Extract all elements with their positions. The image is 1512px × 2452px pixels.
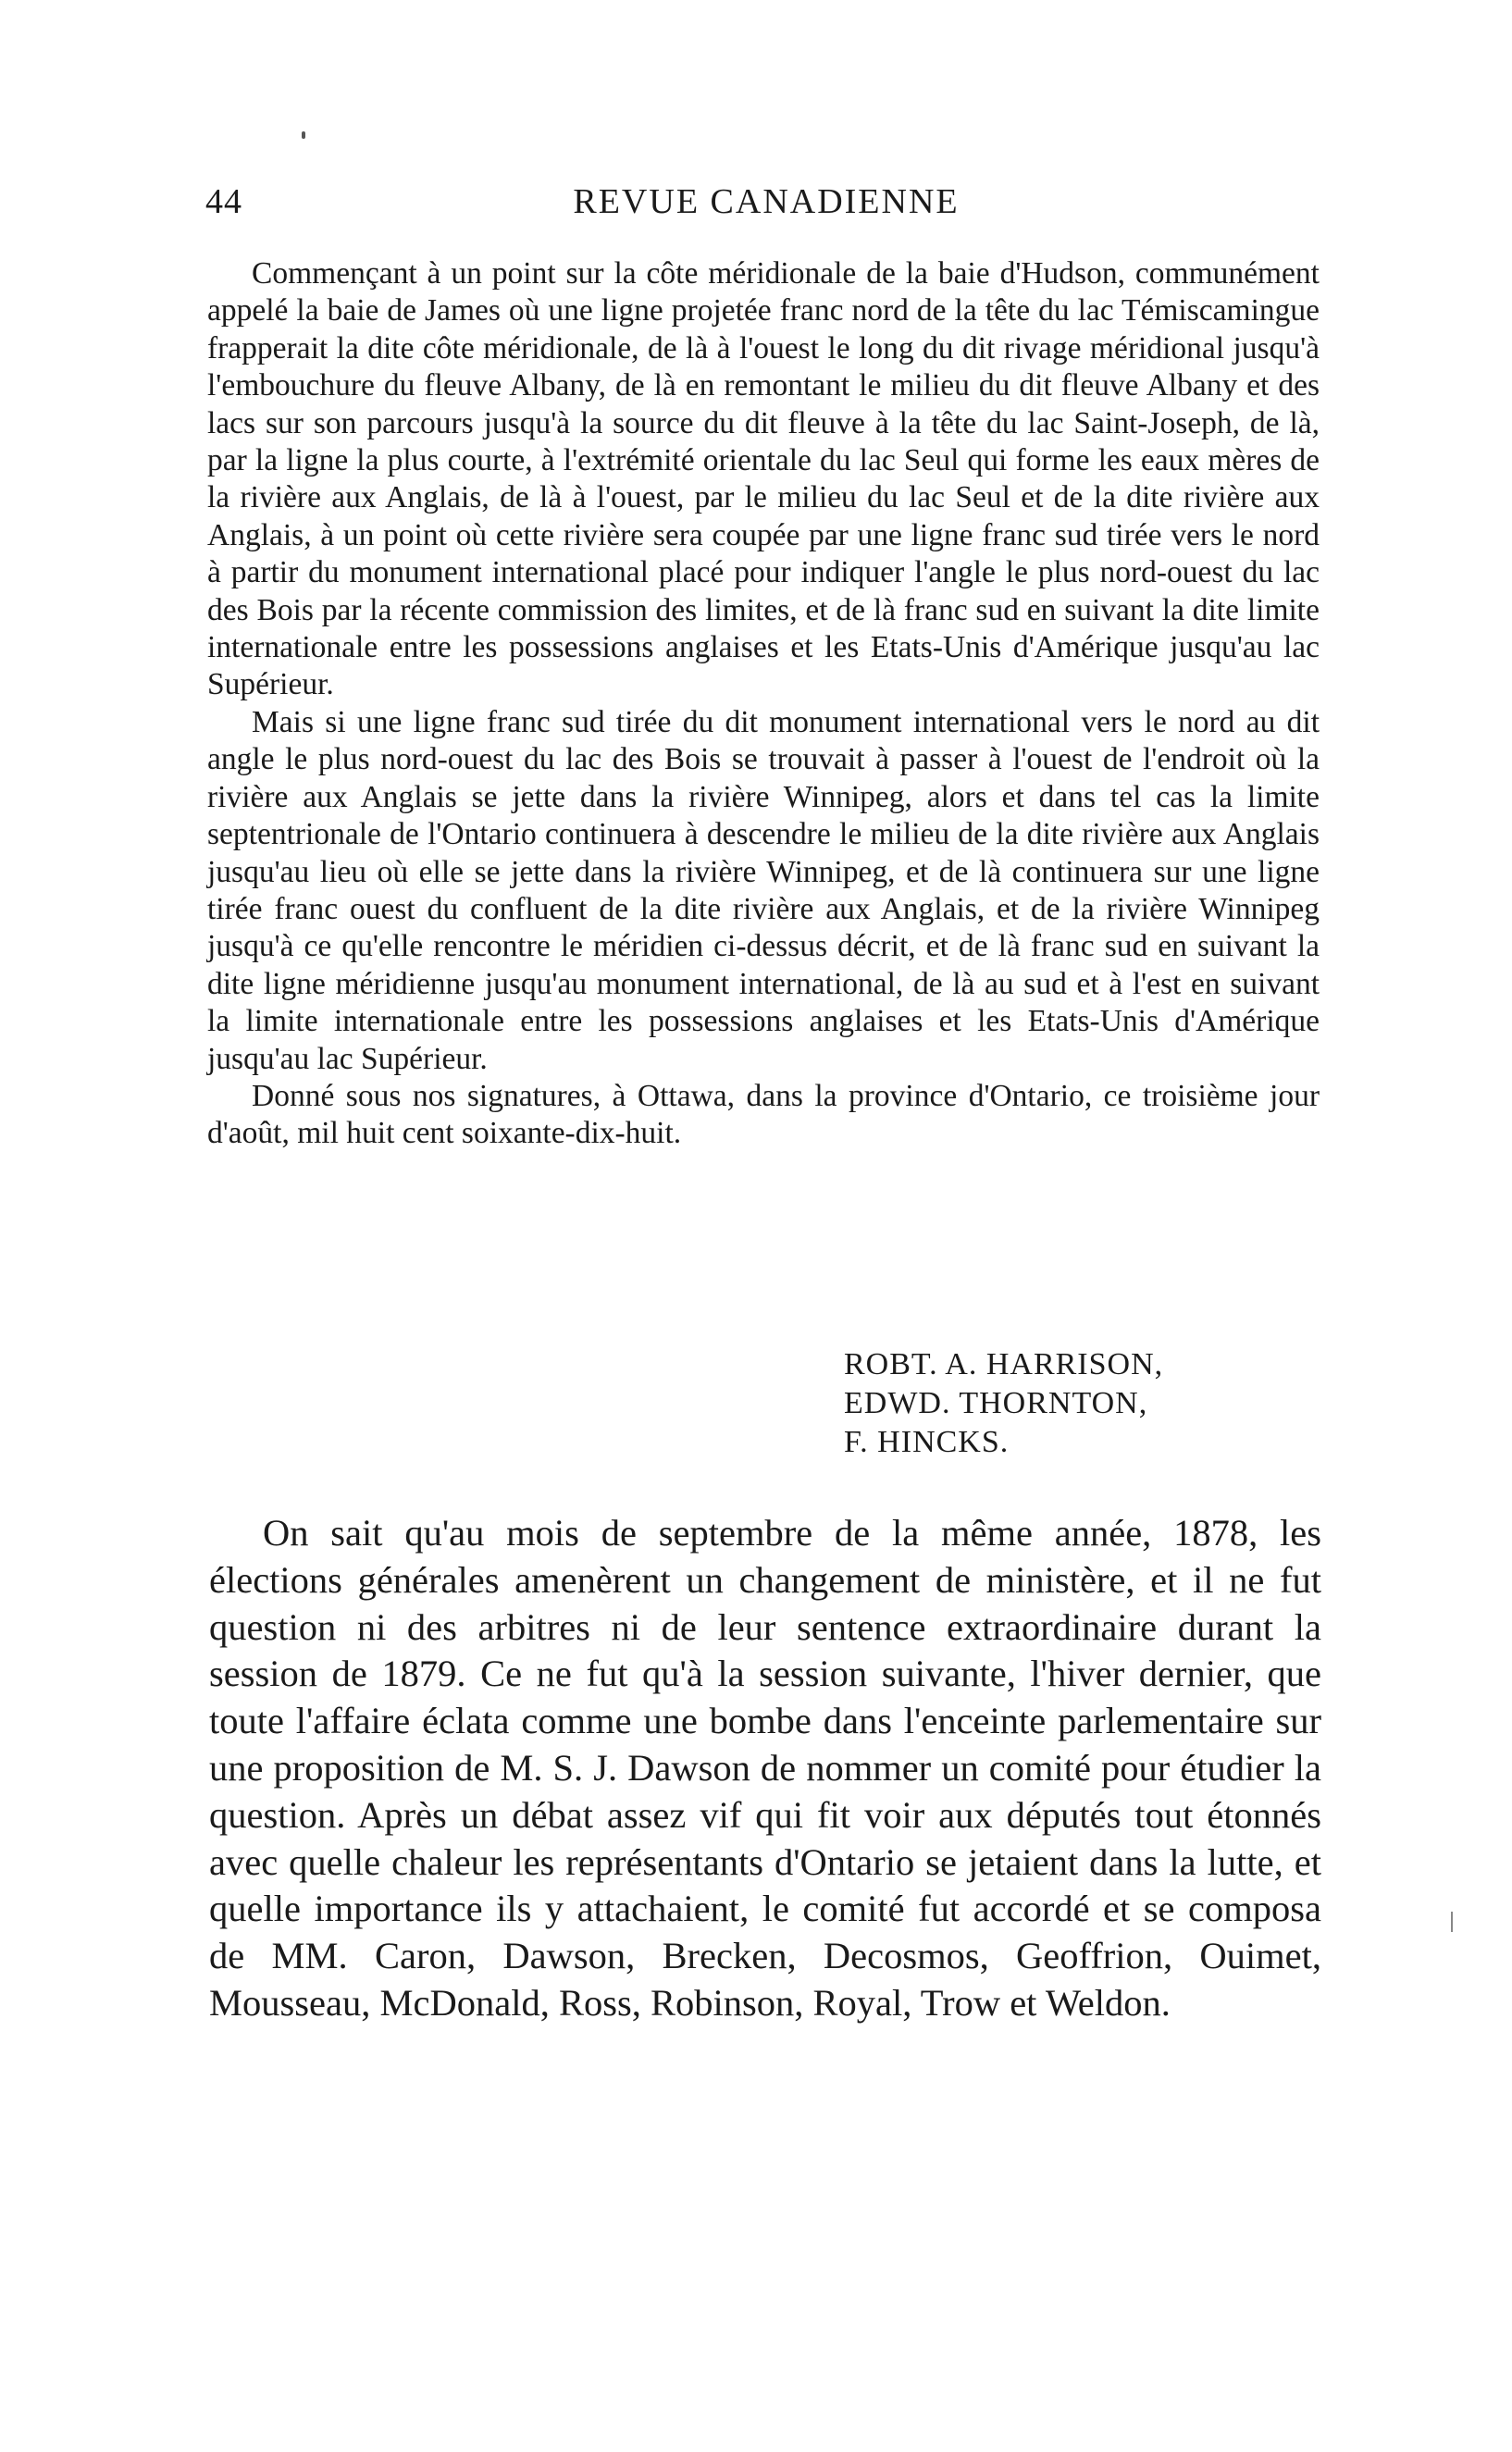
journal-title: REVUE CANADIENNE [573, 182, 960, 221]
signatory-hincks: F. HINCKS. [844, 1425, 1010, 1459]
margin-mark [1451, 1912, 1453, 1932]
decree-paragraph-3: Donné sous nos signatures, à Ottawa, dans la province d'Ontario, ce troisième jour d'août, mil huit cent soixante-dix-huit. [207, 1078, 1320, 1151]
running-head [205, 181, 1327, 226]
print-speck [302, 131, 305, 139]
signature-block [844, 1345, 1163, 1462]
decree-paragraph-1: Commençant à un point sur la côte méridionale de la baie d'Hudson, communément appelé la baie de James où une ligne projetée franc nord de la tête du lac Témiscamingue frapperait la dite côte méridionale, de là à l'ouest le long du dit rivage méridional jusqu'à l'embouchure du fleuve Albany, de là en remontant le milieu du dit fleuve Albany et des lacs sur son parcours jusqu'à la source du dit fleuve à la tête du lac Saint-Joseph, de là, par la ligne la plus courte, à l'extrémité orientale du lac Seul qui forme les eaux mères de la rivière aux Anglais, de là à l'ouest, par le milieu du lac Seul et de la dite rivière aux Anglais, à un point où cette rivière sera coupée par une ligne franc sud tirée vers le nord à partir du monument international placé pour indiquer l'angle le plus nord-ouest du lac des Bois par la récente commission des limites, et de là franc sud en suivant la dite limite internationale entre les possessions anglaises et les Etats-Unis d'Amérique jusqu'au lac Supérieur. [207, 256, 1320, 702]
commentary-paragraph: On sait qu'au mois de septembre de la même année, 1878, les élections générales amenèrent un changement de ministère, et il ne fut question ni des arbitres ni de leur sentence extraordinaire durant la session de 1879. Ce ne fut qu'à la session suivante, l'hiver dernier, que toute l'affaire éclata comme une bombe dans l'enceinte parlementaire sur une proposition de M. S. J. Dawson de nommer un comité pour étudier la question. Après un débat assez vif qui fit voir aux députés tout étonnés avec quelle chaleur les représentants d'Ontario se jetaient dans la lutte, et quelle importance ils y attachaient, le comité fut accordé et se composa de MM. Caron, Dawson, Brecken, Decosmos, Geoffrion, Ouimet, Mousseau, McDonald, Ross, Robinson, Royal, Trow et Weldon. [209, 1512, 1321, 2024]
page-number: 44 [205, 182, 242, 221]
decree-text [207, 255, 1320, 1153]
commentary-text [209, 1510, 1321, 2027]
decree-paragraph-2: Mais si une ligne franc sud tirée du dit monument international vers le nord au dit angle le plus nord-ouest du lac des Bois se trouvait à passer à l'ouest de l'endroit où la rivière aux Anglais se jette dans la rivière Winnipeg, alors et dans tel cas la limite septentrionale de l'Ontario continuera à descendre le milieu de la dite rivière aux Anglais jusqu'au lieu où elle se jette dans la rivière Winnipeg, et de là continuera sur une ligne tirée franc ouest du confluent de la dite rivière aux Anglais, et de la rivière Winnipeg jusqu'à ce qu'elle rencontre le méridien ci-dessus décrit, et de là franc sud en suivant la dite ligne méridienne jusqu'au monument international, de là au sud et à l'est en suivant la limite internationale entre les possessions anglaises et les Etats-Unis d'Amérique jusqu'au lac Supérieur. [207, 704, 1320, 1076]
signatory-harrison: ROBT. A. HARRISON, [844, 1347, 1164, 1381]
signatory-thornton: EDWD. THORNTON, [844, 1386, 1148, 1420]
